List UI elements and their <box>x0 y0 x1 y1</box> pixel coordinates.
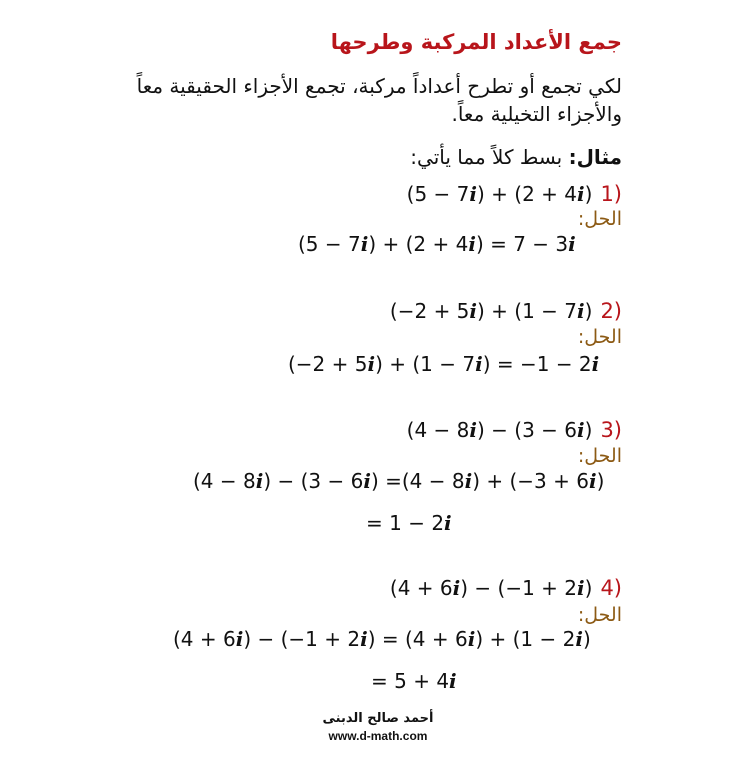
example-instruction: بسط كلاً مما يأتي: <box>410 145 569 169</box>
problem-3 <box>407 418 622 442</box>
solution-label: الحل: <box>577 445 622 467</box>
solution-label: الحل: <box>577 326 622 348</box>
intro-paragraph: لكي تجمع أو تطرح أعداداً مركبة، تجمع الأجزاء الحقيقية معاً والأجزاء التخيلية معاً. <box>136 74 622 126</box>
problem-expression: (4 + 6i) − (−1 + 2i) <box>389 576 593 600</box>
solution-label: الحل: <box>577 604 622 626</box>
solution-line: (−2 + 5i) + (1 − 7i) = −1 − 2i <box>288 352 600 376</box>
problem-number: 4) <box>600 576 622 600</box>
solution-line: (5 − 7i) + (2 + 4i) = 7 − 3i <box>298 232 576 256</box>
page-title: جمع الأعداد المركبة وطرحها <box>330 30 622 54</box>
solution-line: = 1 − 2i <box>366 511 452 535</box>
solution-label: الحل: <box>577 208 622 230</box>
author-name: أحمد صالح الدبنى <box>322 711 434 726</box>
solution-line: (4 + 6i) − (−1 + 2i) = (4 + 6i) + (1 − 2i) <box>173 627 591 651</box>
solution-line: (4 − 8i) − (3 − 6i) =(4 − 8i) + (−3 + 6i) <box>193 469 605 493</box>
problem-expression: (5 − 7i) + (2 + 4i) <box>406 182 593 206</box>
problem-number: 2) <box>600 299 622 323</box>
problem-expression: (−2 + 5i) + (1 − 7i) <box>389 299 593 323</box>
website-link[interactable]: www.d-math.com <box>328 729 428 743</box>
problem-number: 3) <box>600 418 622 442</box>
problem-number: 1) <box>600 182 622 206</box>
problem-4 <box>390 576 622 600</box>
example-heading <box>410 145 622 169</box>
problem-2 <box>390 299 622 323</box>
problem-expression: (4 − 8i) − (3 − 6i) <box>406 418 593 442</box>
problem-1 <box>407 182 622 206</box>
example-label: مثال: <box>568 145 622 169</box>
solution-line: = 5 + 4i <box>371 669 457 693</box>
